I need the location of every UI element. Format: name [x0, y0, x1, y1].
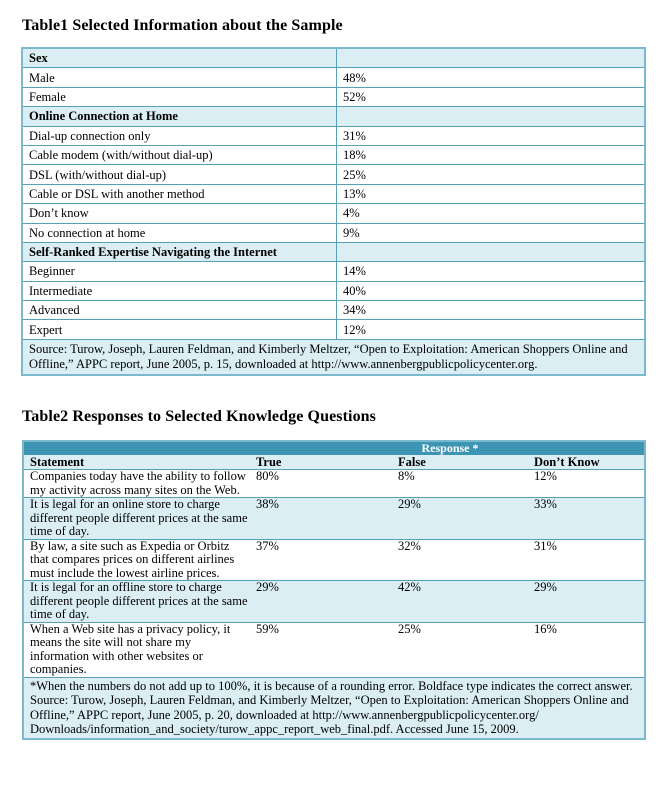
row-value: 18% [337, 145, 646, 164]
row-label: Intermediate [22, 281, 337, 300]
dont-know-cell: 12% [528, 470, 645, 498]
row-label: Cable modem (with/without dial-up) [22, 145, 337, 164]
table1-source: Source: Turow, Joseph, Lauren Feldman, and Kimberly Meltzer, “Open to Exploitation: American Shoppers Online and Offline,” APPC report, June 2005, p. 15, downloaded at http://www.annenbergpublicpolicycenter.org. [22, 339, 645, 375]
section-heading-row [22, 107, 645, 126]
true-cell: 37% [250, 539, 392, 581]
section-heading-row [22, 242, 645, 261]
row-value: 4% [337, 204, 646, 223]
table-row [22, 145, 645, 164]
row-label: Advanced [22, 301, 337, 320]
statement-cell: It is legal for an online store to charge different people different prices at the same time of day. [23, 498, 250, 540]
dont-know-cell: 29% [528, 581, 645, 623]
table2-footnote: *When the numbers do not add up to 100%, it is because of a rounding error. Boldface type indicates the correct answer. [30, 678, 633, 693]
column-header-true: True [250, 455, 392, 470]
true-cell: 38% [250, 498, 392, 540]
row-label: Male [22, 68, 337, 87]
sample-information-table [21, 47, 646, 376]
row-label: Don’t know [22, 204, 337, 223]
source-row [22, 339, 645, 375]
section-heading-value [337, 242, 646, 261]
table-row [22, 165, 645, 184]
table2-title: Table2 Responses to Selected Knowledge Questions [22, 408, 377, 425]
table-row [22, 204, 645, 223]
table2-source: Source: Turow, Joseph, Lauren Feldman, and Kimberly Meltzer, “Open to Exploitation: American Shoppers Online and Offline,” APPC report, June 2005, p. 20, downloaded at http://www.annenbergpublicpolicycenter.org/ Downloads/information_and_society/turow_appc_report_web_final.pdf. Accessed June 15, 2009. [30, 693, 629, 736]
row-value: 40% [337, 281, 646, 300]
row-value: 13% [337, 184, 646, 203]
row-value: 9% [337, 223, 646, 242]
false-cell: 8% [392, 470, 528, 498]
row-label: Dial-up connection only [22, 126, 337, 145]
false-cell: 42% [392, 581, 528, 623]
table-row [23, 539, 645, 581]
row-value: 34% [337, 301, 646, 320]
table-row [22, 223, 645, 242]
row-value: 31% [337, 126, 646, 145]
section-heading: Sex [22, 48, 337, 68]
table-row [22, 320, 645, 339]
response-header-row [23, 441, 645, 455]
table1-title: Table1 Selected Information about the Sample [22, 17, 343, 34]
dont-know-cell: 16% [528, 622, 645, 677]
table-row [22, 301, 645, 320]
response-header-blank [23, 441, 250, 455]
table-row [23, 622, 645, 677]
false-cell: 29% [392, 498, 528, 540]
section-heading-row [22, 48, 645, 68]
table-row [23, 470, 645, 498]
row-label: No connection at home [22, 223, 337, 242]
footnote-cell [23, 677, 645, 739]
table-row [22, 262, 645, 281]
footnote-row [23, 677, 645, 739]
row-value: 14% [337, 262, 646, 281]
true-cell: 80% [250, 470, 392, 498]
section-heading-value [337, 48, 646, 68]
false-cell: 25% [392, 622, 528, 677]
response-header: Response * [250, 441, 645, 455]
row-label: Beginner [22, 262, 337, 281]
row-value: 52% [337, 87, 646, 106]
table-row [23, 581, 645, 623]
row-label: Expert [22, 320, 337, 339]
row-value: 12% [337, 320, 646, 339]
row-value: 25% [337, 165, 646, 184]
statement-cell: By law, a site such as Expedia or Orbitz that compares prices on different airlines must include the lowest airline prices. [23, 539, 250, 581]
statement-cell: When a Web site has a privacy policy, it means the site will not share my information with other websites or companies. [23, 622, 250, 677]
column-header-statement: Statement [23, 455, 250, 470]
table-row [22, 184, 645, 203]
table-row [22, 68, 645, 87]
table-row [23, 498, 645, 540]
section-heading: Online Connection at Home [22, 107, 337, 126]
table-row [22, 87, 645, 106]
table-row [22, 281, 645, 300]
statement-cell: It is legal for an offline store to charge different people different prices at the same time of day. [23, 581, 250, 623]
statement-cell: Companies today have the ability to follow my activity across many sites on the Web. [23, 470, 250, 498]
row-label: DSL (with/without dial-up) [22, 165, 337, 184]
false-cell: 32% [392, 539, 528, 581]
row-label: Cable or DSL with another method [22, 184, 337, 203]
row-value: 48% [337, 68, 646, 87]
column-header-false: False [392, 455, 528, 470]
row-label: Female [22, 87, 337, 106]
section-heading-value [337, 107, 646, 126]
true-cell: 59% [250, 622, 392, 677]
dont-know-cell: 31% [528, 539, 645, 581]
dont-know-cell: 33% [528, 498, 645, 540]
section-heading: Self-Ranked Expertise Navigating the Internet [22, 242, 337, 261]
column-header-dont-know: Don’t Know [528, 455, 645, 470]
column-header-row [23, 455, 645, 470]
knowledge-questions-table [22, 440, 646, 740]
true-cell: 29% [250, 581, 392, 623]
table-row [22, 126, 645, 145]
